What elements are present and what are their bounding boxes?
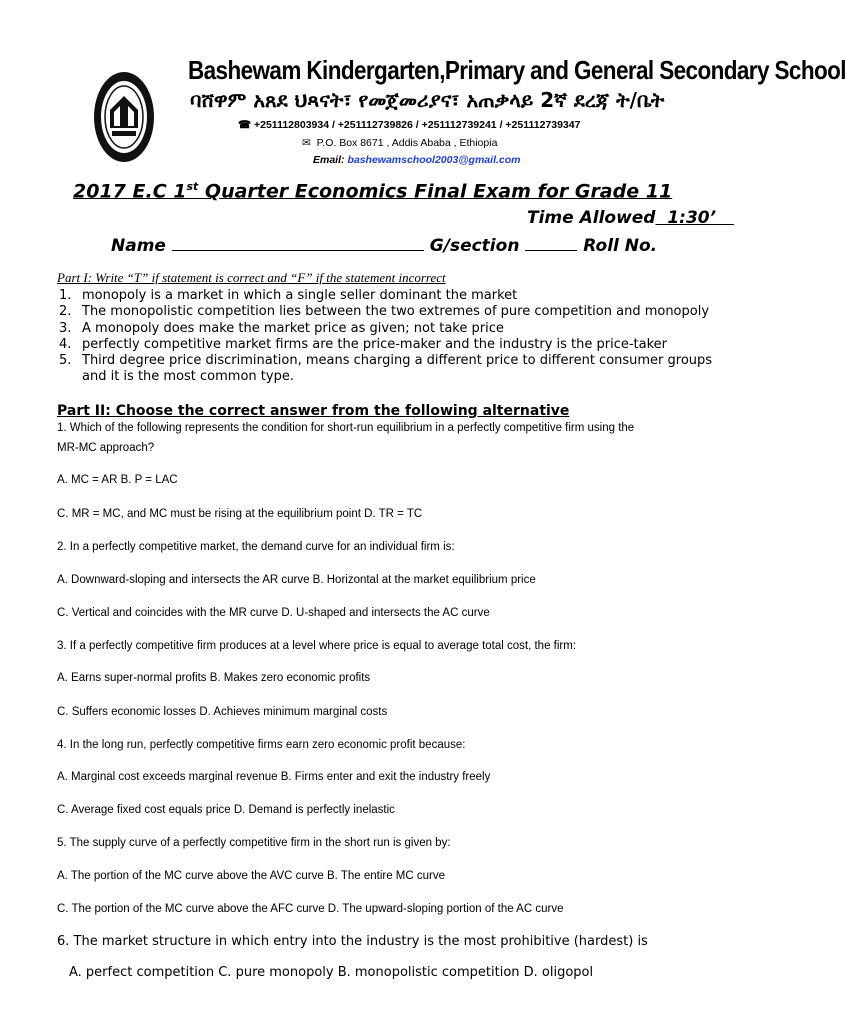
school-name-amharic: ባሸዋም አጸደ ህጻናት፣ የመጀመሪያና፣ አጠቃላይ 2ኛ ደረጃ ት/ቤት bbox=[190, 88, 665, 112]
roll-label: Roll No. bbox=[583, 236, 658, 256]
item-number: 2. bbox=[59, 304, 72, 320]
name-blank[interactable] bbox=[172, 237, 424, 251]
question-line: 2. In a perfectly competitive market, the demand curve for an individual firm is: bbox=[57, 541, 455, 553]
exam-title-sup: st bbox=[186, 180, 199, 193]
option-line: C. Vertical and coincides with the MR curve D. U-shaped and intersects the AC curve bbox=[57, 607, 490, 619]
exam-title-rest: Quarter Economics Final Exam for Grade 11 bbox=[198, 180, 673, 203]
time-label: Time Allowed bbox=[527, 208, 656, 228]
option-line: C. Average fixed cost equals price D. Demand is perfectly inelastic bbox=[57, 804, 395, 816]
question-line: 1. Which of the following represents the condition for short-run equilibrium in a perfectly competitive firm using the bbox=[57, 422, 635, 434]
question-line: 4. In the long run, perfectly competitive firms earn zero economic profit because: bbox=[57, 739, 466, 751]
mail-icon: ✉ bbox=[302, 137, 317, 149]
option-line: A. The portion of the MC curve above the AVC curve B. The entire MC curve bbox=[57, 870, 445, 882]
section-label: G/section bbox=[429, 236, 520, 256]
option-line: A. Downward-sloping and intersects the AR curve B. Horizontal at the market equilibrium price bbox=[57, 574, 536, 586]
item-number: 4. bbox=[59, 336, 72, 352]
school-logo bbox=[92, 70, 156, 164]
question-line: 5. The supply curve of a perfectly competitive firm in the short run is given by: bbox=[57, 837, 451, 849]
option-line: C. Suffers economic losses D. Achieves minimum marginal costs bbox=[57, 706, 388, 718]
question-6-options: A. perfect competition C. pure monopoly B. monopolistic competition D. oligopol bbox=[69, 965, 594, 980]
part1-instruction: Part I: Write “T” if statement is correct and “F” if the statement incorrect bbox=[57, 270, 446, 285]
phone-icon: ☎ bbox=[238, 119, 254, 131]
item-text: monopoly is a market in which a single seller dominant the market bbox=[82, 288, 518, 303]
phone-list: +251112803934 / +251112739826 / +251112739241 / +251112739347 bbox=[254, 119, 581, 131]
item-text: A monopoly does make the market price as given; not take price bbox=[82, 320, 504, 336]
list-item bbox=[57, 337, 737, 353]
list-item bbox=[57, 288, 737, 304]
part2-heading: Part II: Choose the correct answer from the following alternative bbox=[57, 403, 570, 419]
list-item bbox=[57, 353, 737, 386]
item-number: 3. bbox=[59, 320, 72, 336]
option-line: A. Marginal cost exceeds marginal revenue B. Firms enter and exit the industry freely bbox=[57, 771, 491, 783]
exam-title-main: 2017 E.C 1 bbox=[73, 180, 187, 203]
item-number: 5. bbox=[59, 353, 72, 369]
email-line bbox=[313, 154, 521, 166]
time-value: 1:30’ bbox=[661, 208, 722, 228]
po-box bbox=[302, 137, 497, 149]
student-info-row bbox=[111, 236, 657, 256]
part1-list bbox=[57, 288, 737, 386]
option-line: C. MR = MC, and MC must be rising at the equilibrium point D. TR = TC bbox=[57, 508, 423, 520]
option-line: C. The portion of the MC curve above the AFC curve D. The upward-sloping portion of the AC curve bbox=[57, 903, 564, 915]
email-address[interactable]: bashewamschool2003@gmail.com bbox=[347, 154, 521, 166]
school-name-english: Bashewam Kindergarten,Primary and General Secondary School bbox=[188, 56, 846, 85]
exam-title bbox=[73, 180, 672, 202]
email-label: Email: bbox=[313, 154, 345, 166]
phone-numbers bbox=[238, 119, 580, 131]
item-text: Third degree price discrimination, means charging a different price to different consumer groups and it is the most common type. bbox=[82, 353, 713, 385]
section-blank[interactable] bbox=[525, 237, 577, 251]
po-box-text: P.O. Box 8671 , Addis Ababa , Ethiopia bbox=[316, 137, 498, 149]
time-allowed bbox=[527, 208, 734, 228]
item-text: The monopolistic competition lies between the two extremes of pure competition and monopoly bbox=[82, 304, 710, 320]
option-line: A. MC = AR B. P = LAC bbox=[57, 474, 178, 486]
question-line: 3. If a perfectly competitive firm produces at a level where price is equal to average total cost, the firm: bbox=[57, 640, 577, 652]
option-line: A. Earns super-normal profits B. Makes zero economic profits bbox=[57, 672, 371, 684]
item-text: perfectly competitive market firms are the price-maker and the industry is the price-taker bbox=[82, 336, 668, 352]
item-number: 1. bbox=[59, 288, 72, 303]
name-label: Name bbox=[111, 236, 166, 256]
question-6: 6. The market structure in which entry into the industry is the most prohibitive (hardest) is bbox=[57, 934, 648, 949]
list-item bbox=[57, 321, 737, 337]
list-item bbox=[57, 304, 737, 320]
question-line: MR-MC approach? bbox=[57, 442, 155, 454]
